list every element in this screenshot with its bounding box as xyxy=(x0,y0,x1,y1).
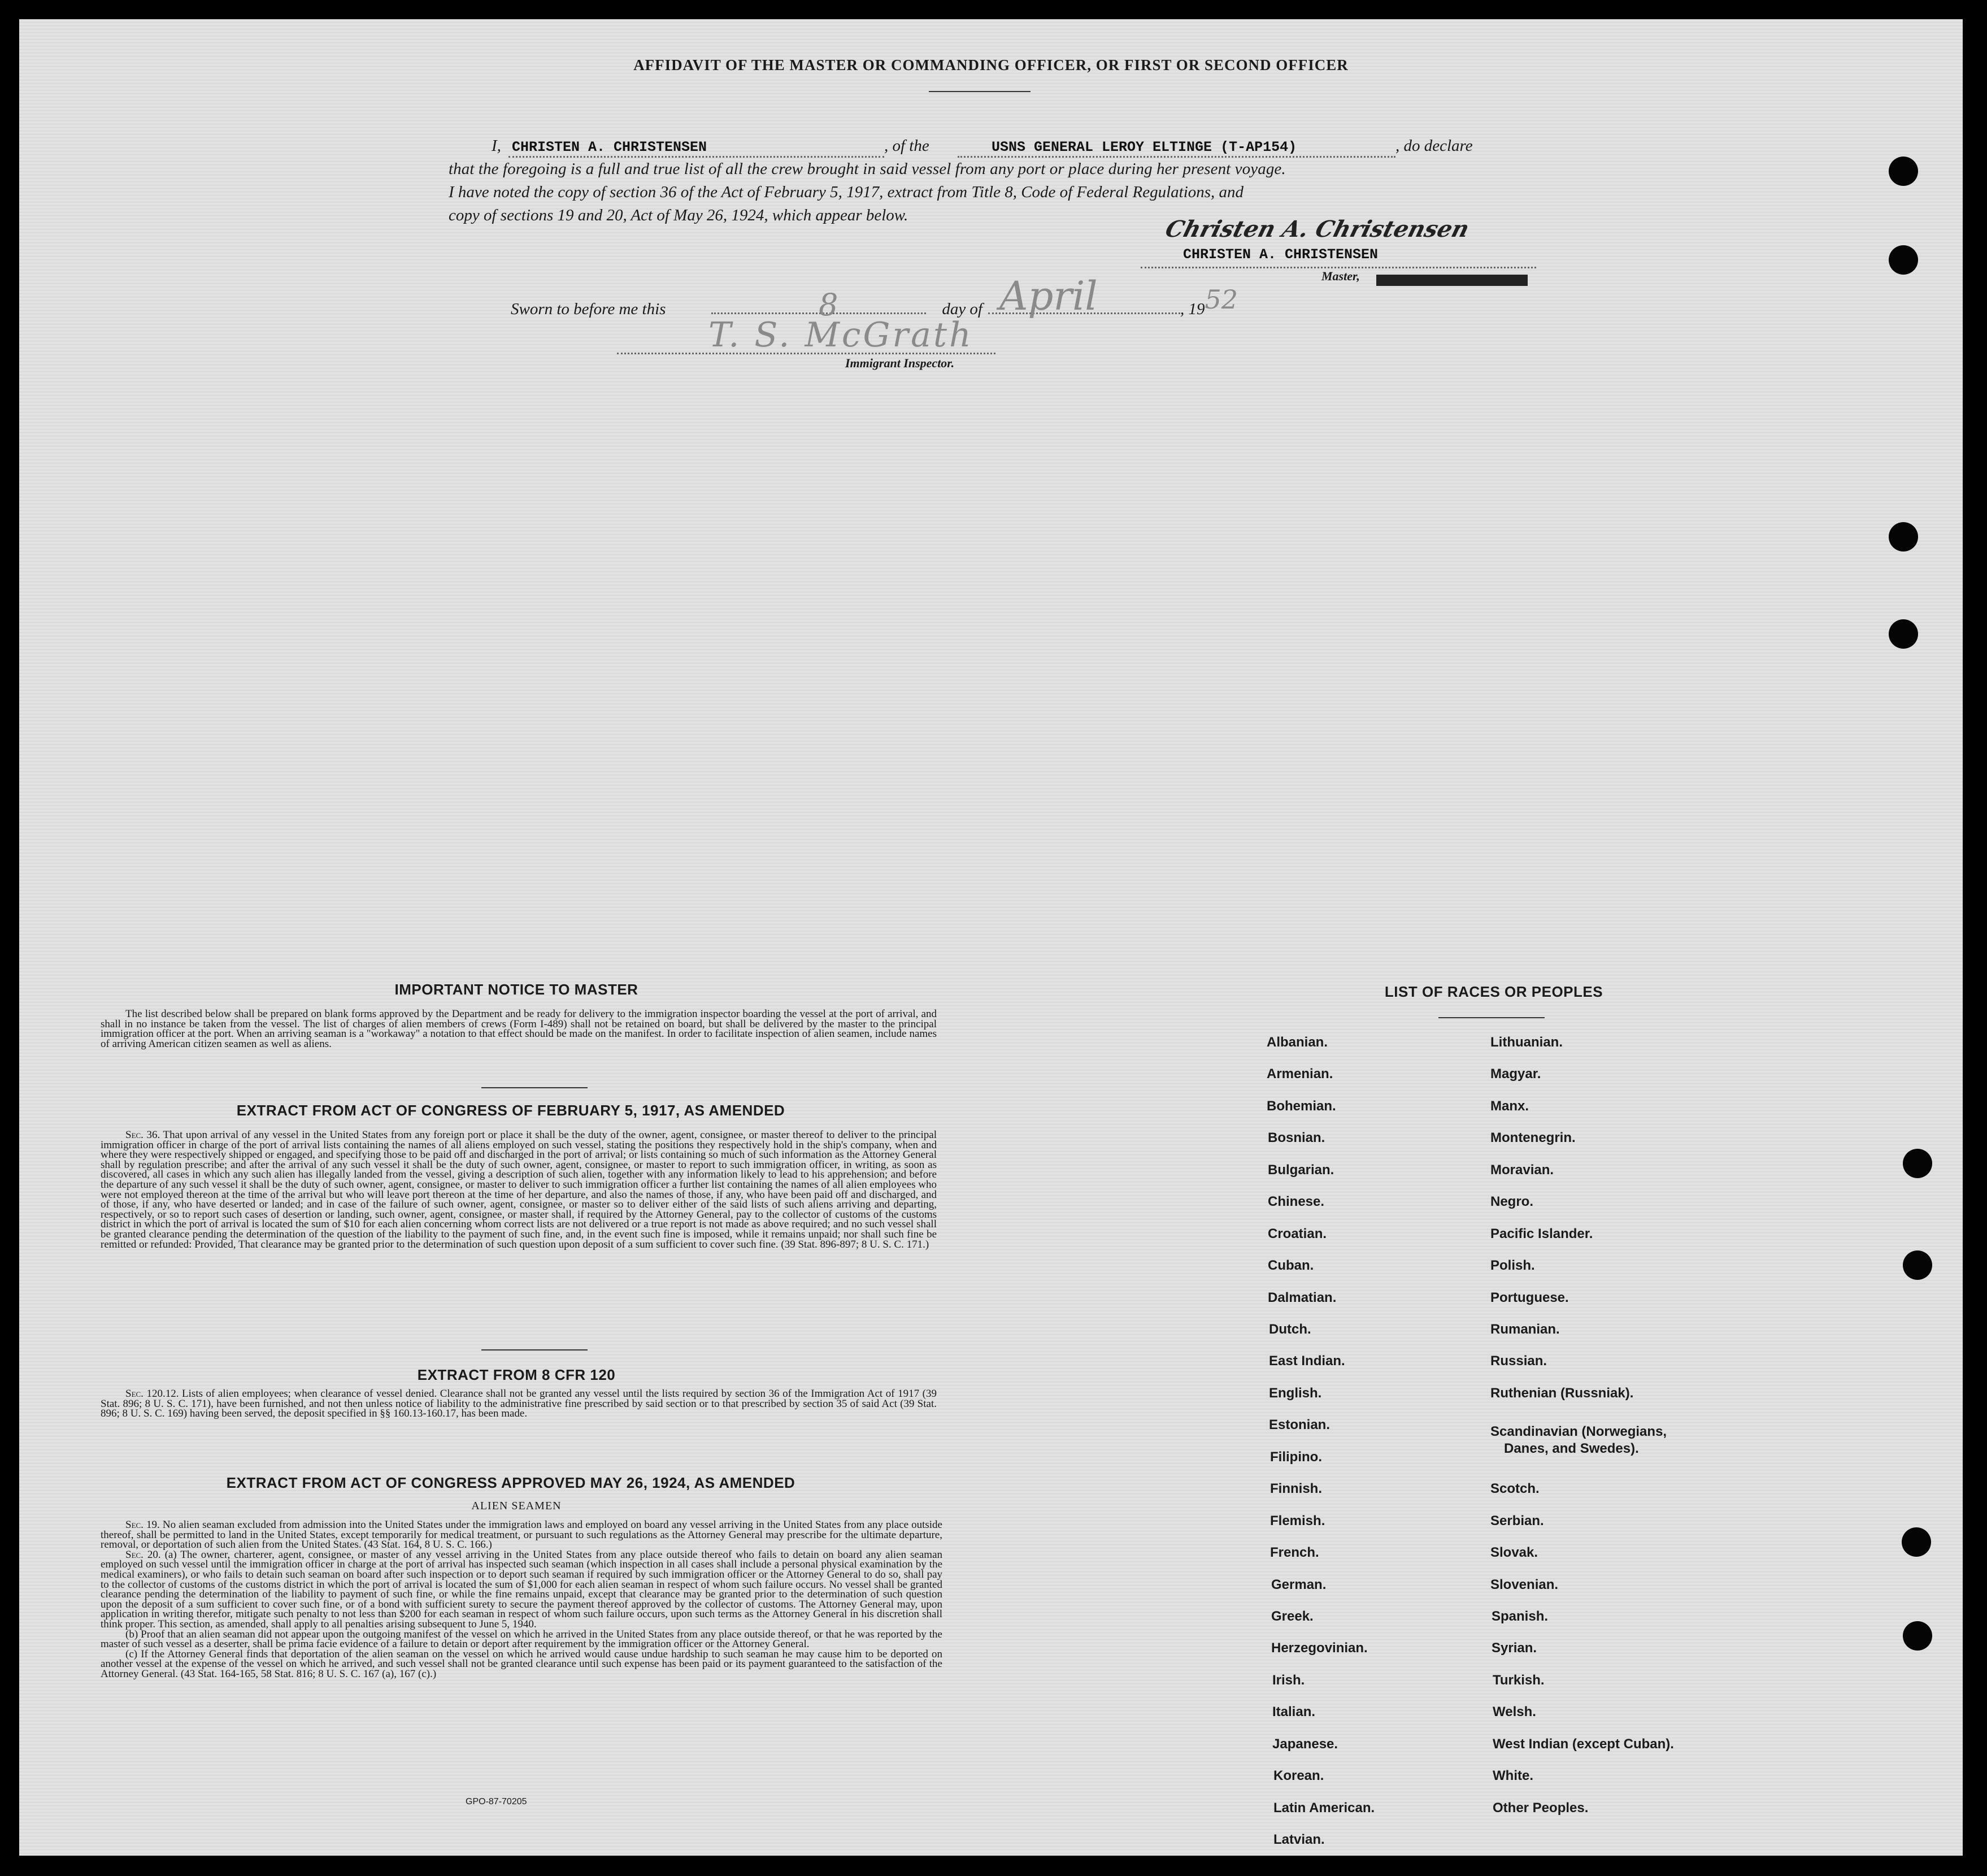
notice-rule xyxy=(481,1087,588,1088)
race-item: Italian. xyxy=(1272,1704,1316,1719)
race-item: Herzegovinian. xyxy=(1271,1640,1368,1656)
master-typed-name: CHRISTEN A. CHRISTENSEN xyxy=(1183,246,1379,263)
extract-1924-title: EXTRACT FROM ACT OF CONGRESS APPROVED MAY 26, 1924, AS AMENDED xyxy=(226,1474,795,1491)
extract-1917-rule xyxy=(481,1349,588,1350)
race-item: Finnish. xyxy=(1270,1481,1322,1496)
sworn-month-field xyxy=(988,273,1180,319)
race-item: Flemish. xyxy=(1270,1513,1325,1528)
of-the-text: , of the xyxy=(884,137,929,155)
race-item: Croatian. xyxy=(1268,1226,1327,1241)
race-item: Polish. xyxy=(1490,1258,1535,1273)
race-item: Moravian. xyxy=(1490,1162,1554,1178)
section-20a-paragraph xyxy=(101,1550,942,1630)
punch-hole-6 xyxy=(1903,1250,1932,1280)
extract-1924-text xyxy=(101,1520,942,1679)
race-item: Syrian. xyxy=(1492,1640,1537,1656)
section-19-text: No alien seaman excluded from admission into the United States under the immigration laws and employed on board any vessel arriving in the United States from any place outside thereof, shall be permitted to land in the United States, except temporarily for medical treatment, or pursuant to such regulations as the Attorney General may prescribe for the ultimate departure, removal, or deportation of such alien from the United States. (43 Stat. 164, 8 U. S. C. 166.) xyxy=(101,1519,942,1551)
race-item: Bohemian. xyxy=(1267,1098,1336,1114)
struck-out-title xyxy=(1376,275,1528,286)
race-item: East Indian. xyxy=(1269,1353,1345,1369)
master-signature-line xyxy=(1141,267,1536,268)
section-120-12-paragraph xyxy=(101,1389,937,1419)
sworn-day: 8 xyxy=(819,287,838,323)
punch-hole-4 xyxy=(1889,619,1918,649)
extract-1924-subtitle: ALIEN SEAMEN xyxy=(471,1500,562,1512)
race-item: Scotch. xyxy=(1490,1481,1540,1496)
race-item: Dutch. xyxy=(1269,1322,1311,1337)
declaration-pronoun: I, xyxy=(492,137,501,155)
race-item: Spanish. xyxy=(1492,1609,1549,1624)
race-item: Latin American. xyxy=(1273,1800,1375,1816)
cfr-text xyxy=(101,1389,937,1419)
inspector-signature-line xyxy=(617,353,995,354)
affidavit-title: AFFIDAVIT OF THE MASTER OR COMMANDING OFFICER, OR FIRST OR SECOND OFFICER xyxy=(633,57,1349,73)
race-item: Lithuanian. xyxy=(1490,1035,1563,1050)
race-item: Montenegrin. xyxy=(1490,1130,1576,1145)
punch-hole-3 xyxy=(1889,522,1918,551)
race-item: Dalmatian. xyxy=(1268,1290,1337,1305)
race-item: Manx. xyxy=(1490,1098,1529,1114)
race-item: White. xyxy=(1493,1768,1533,1783)
section-36-label: Sec. 36. xyxy=(125,1129,160,1141)
race-item: Filipino. xyxy=(1270,1449,1322,1465)
punch-hole-5 xyxy=(1903,1149,1932,1178)
race-item: Rumanian. xyxy=(1490,1322,1560,1337)
declaration-line-2: that the foregoing is a full and true list of all the crew brought in said vessel from any port or place during her present voyage. xyxy=(449,160,1286,178)
race-item: Japanese. xyxy=(1272,1736,1338,1752)
race-item: Albanian. xyxy=(1267,1035,1328,1050)
punch-hole-7 xyxy=(1902,1527,1931,1557)
section-120-12-label: Sec. 120.12. xyxy=(125,1388,179,1400)
punch-hole-2 xyxy=(1889,245,1918,275)
notice-title: IMPORTANT NOTICE TO MASTER xyxy=(394,981,638,998)
race-item: German. xyxy=(1271,1577,1327,1592)
notice-paragraph: The list described below shall be prepared on blank forms approved by the Department and be ready for delivery to the immigration inspector boarding the vessel at the port of arrival, and shall in no instance be taken from the vessel. The list of charges of alien members of crews (Form I-489) shall not be retained on board, but shall be delivered by the master to the principal immigration officer at the port. When an arriving seaman is a "workaway" a notation to that effect should be made on the manifest. In order to facilitate inspection of alien seamen, include names of arriving American citizen seamen as well as aliens. xyxy=(101,1008,937,1050)
race-item: Ruthenian (Russniak). xyxy=(1490,1386,1634,1401)
race-item: Negro. xyxy=(1490,1194,1534,1209)
notice-text xyxy=(101,1009,937,1049)
race-item: French. xyxy=(1270,1545,1319,1560)
race-item: Scandinavian (Norwegians, xyxy=(1490,1424,1667,1439)
cfr-title: EXTRACT FROM 8 CFR 120 xyxy=(417,1366,616,1383)
section-20b-paragraph: (b) Proof that an alien seaman did not appear upon the outgoing manifest of the vessel on which he arrived in the United States from any place outside thereof, or that he was reported by the master of such vessel as a deserter, shall be prima facie evidence of a failure to detain or deport after requirement by the immigration officer or the Attorney General. xyxy=(101,1628,942,1651)
race-item: Greek. xyxy=(1271,1609,1314,1624)
officer-name: CHRISTEN A. CHRISTENSEN xyxy=(512,139,707,155)
officer-name-field xyxy=(508,137,884,158)
document-page xyxy=(19,19,1963,1856)
race-item: Chinese. xyxy=(1268,1194,1325,1209)
section-36-paragraph xyxy=(101,1130,937,1249)
inspector-label: Immigrant Inspector. xyxy=(845,356,955,370)
declaration-line-1 xyxy=(449,134,1539,158)
do-declare-text: , do declare xyxy=(1395,137,1473,155)
day-of-text: day of xyxy=(942,300,982,318)
inspector-signature: T. S. McGrath xyxy=(708,315,973,355)
sworn-prefix: Sworn to before me this xyxy=(511,300,666,318)
title-rule xyxy=(929,91,1031,92)
race-item: Armenian. xyxy=(1267,1066,1333,1082)
race-item: Pacific Islander. xyxy=(1490,1226,1593,1241)
declaration-line-4: copy of sections 19 and 20, Act of May 26, 1924, which appear below. xyxy=(449,206,908,224)
year-suffix: 52 xyxy=(1205,284,1238,315)
section-20c-paragraph: (c) If the Attorney General finds that deportation of the alien seaman on the vessel on which he arrived would cause undue hardship to such seaman he may cause him to be deported on another vessel at the expense of the vessel on which he arrived, and such vessel shall not be granted clearance until such expense has been paid or its payment guaranteed to the satisfaction of the Attorney General. (43 Stat. 164-165, 58 Stat. 816; 8 U. S. C. 167 (a), 167 (c).) xyxy=(101,1648,942,1680)
race-item: West Indian (except Cuban). xyxy=(1493,1736,1674,1752)
race-item: Bosnian. xyxy=(1268,1130,1325,1145)
races-title: LIST OF RACES OR PEOPLES xyxy=(1384,983,1603,1000)
sworn-day-field xyxy=(711,287,926,323)
race-item: Welsh. xyxy=(1493,1704,1536,1719)
section-20-label: Sec. 20. xyxy=(125,1548,161,1561)
race-item: Slovak. xyxy=(1490,1545,1538,1560)
race-item: English. xyxy=(1269,1386,1322,1401)
punch-hole-1 xyxy=(1889,157,1918,186)
section-19-label: Sec. 19. xyxy=(125,1519,160,1531)
race-item: Korean. xyxy=(1273,1768,1324,1783)
section-19-paragraph xyxy=(101,1520,942,1550)
section-120-12-text: Lists of alien employees; when clearance of vessel denied. Clearance shall not be granted any vessel until the lists required by section 36 of the Immigration Act of 1917 (39 Stat. 896; 8 U. S. C. 171), have been furnished, and not then unless notice of liability to the administrative fine prescribed by said section or to that prescribed by section 35 of said Act (39 Stat. 896; 8 U. S. C. 169) having been served, the deposit specified in §§ 160.13-160.17, has been made. xyxy=(101,1388,937,1420)
declaration-line-3: I have noted the copy of section 36 of the Act of February 5, 1917, extract from Title 8, Code of Federal Regulations, and xyxy=(449,183,1244,201)
master-label: Master, xyxy=(1321,269,1360,283)
race-item: Cuban. xyxy=(1268,1258,1314,1273)
race-item: Estonian. xyxy=(1269,1417,1331,1432)
race-item: Portuguese. xyxy=(1490,1290,1569,1305)
race-item: Latvian. xyxy=(1273,1832,1325,1847)
extract-1917-text xyxy=(101,1130,937,1249)
year-prefix: , 19 xyxy=(1180,300,1205,318)
race-item: Bulgarian. xyxy=(1268,1162,1334,1178)
race-item: Slovenian. xyxy=(1490,1577,1559,1592)
sworn-month: April xyxy=(999,273,1098,319)
race-item: Other Peoples. xyxy=(1493,1800,1589,1816)
master-signature: Christen A. Christensen xyxy=(1162,216,1472,242)
punch-hole-8 xyxy=(1903,1621,1932,1651)
race-item: Irish. xyxy=(1272,1673,1305,1688)
races-rule xyxy=(1438,1017,1545,1018)
vessel-name-field xyxy=(958,137,1395,158)
extract-1917-title: EXTRACT FROM ACT OF CONGRESS OF FEBRUARY 5, 1917, AS AMENDED xyxy=(236,1102,785,1119)
section-36-text: That upon arrival of any vessel in the United States from any foreign port or place it shall be the duty of the owner, agent, consignee, or master thereof to deliver to the principal immigration officer in charge of the port of arrival lists containing the names of all aliens employed on such vessel, stating the positions they respectively hold in the ship's company, when and where they were respectively shipped or engaged, and specifying those to be paid off and discharged in the port of arrival; or lists containing so much of such information as the Attorney General shall by regulation prescribe; and after the arrival of any such vessel it shall be the duty of such owner, agent, consignee, or master to report to such immigration officer, in writing, as soon as discovered, all cases in which any such alien has illegally landed from the vessel, giving a description of such alien, together with any information likely to lead to his apprehension; and before the departure of any such vessel it shall be the duty of such owner, agent, consignee, or master to deliver to such immigration officer a further list containing the names of all alien employees who were not employed thereon at the time of the arrival but who will leave port thereon at the time of her departure, and also the names of those, if any, who have been paid off and discharged, and of those, if any, who have deserted or landed; and in case of the failure of such owner, agent, consignee, or master so to deliver either of the said lists of such aliens arriving and departing, respectively, or so to report such cases of desertion or landing, such owner, agent, consignee, or master shall, if required by the Attorney General, pay to the collector of customs of the customs district in which the port of arrival is located the sum of $10 for each alien concerning whom correct lists are not delivered or a true report is not made as above required; and no such vessel shall be granted clearance pending the determination of the question of the liability to the payment of such fine, and, in the event such fine is imposed, while it remains unpaid; nor shall such fine be remitted or refunded: Provided, That clearance may be granted prior to the determination of such question upon deposit of a sum sufficient to cover such fine. (39 Stat. 896-897; 8 U. S. C. 171.) xyxy=(101,1129,937,1250)
race-item: Serbian. xyxy=(1490,1513,1544,1528)
race-item: Danes, and Swedes). xyxy=(1504,1441,1639,1456)
race-item: Turkish. xyxy=(1493,1673,1545,1688)
race-item: Magyar. xyxy=(1490,1066,1541,1082)
vessel-name: USNS GENERAL LEROY ELTINGE (T-AP154) xyxy=(992,139,1297,155)
form-printing-code: GPO-87-70205 xyxy=(466,1797,527,1806)
race-item: Russian. xyxy=(1490,1353,1547,1369)
section-20a-text: (a) The owner, charterer, agent, consignee, or master of any vessel arriving in the United States from any place outside thereof who fails to detain on board any alien seaman employed on such vessel until the immigration officer in charge at the port of arrival has inspected such seaman (which inspection in all cases shall include a personal physical examination by the medical examiners), or who fails to detain such seaman on board after such inspection or to deport such seaman if required by such immigration officer or the Attorney General to do so, shall pay to the collector of customs of the customs district in which the port of arrival is located the sum of $1,000 for each alien seaman in respect of whom such failure occurs. No vessel shall be granted clearance pending the determination of the liability to payment of such fine, or while the fine remains unpaid, except that clearance may be granted prior to the determination of such question upon the deposit of a sum sufficient to cover such fine, or of a bond with sufficient surety to secure the payment thereof approved by the collector of customs. The Attorney General may, upon application in writing therefor, mitigate such penalty to not less than $200 for each seaman in respect of whom such failure occurs, upon such terms as the Attorney General in his discretion shall think proper. This section, as amended, shall apply to all penalties arising subsequent to June 5, 1940. xyxy=(101,1548,943,1630)
